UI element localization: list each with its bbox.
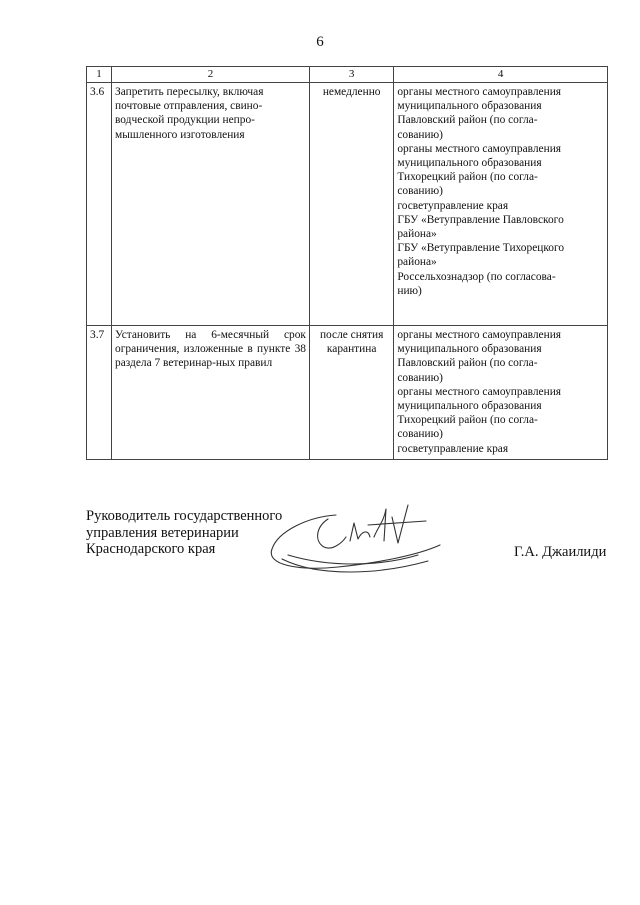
measures-table bbox=[86, 66, 608, 460]
responsible-line: Павловский район (по согла- bbox=[397, 114, 538, 127]
term-line: карантина bbox=[326, 343, 377, 356]
responsible-line: органы местного самоуправления bbox=[397, 86, 562, 98]
term-line: немедленно bbox=[322, 86, 381, 98]
responsible-line: органы местного самоуправления bbox=[397, 142, 562, 155]
term-line: после снятия bbox=[319, 329, 384, 341]
action-line: мышленного изготовления bbox=[115, 128, 245, 141]
signatory-position-line: Руководитель государственного bbox=[86, 508, 283, 524]
responsible-line: ГБУ «Ветуправление Павловского bbox=[397, 213, 564, 226]
responsible-cell bbox=[394, 83, 608, 326]
responsible-line: органы местного самоуправления bbox=[397, 385, 562, 398]
action-line: Запретить пересылку, включая bbox=[115, 86, 264, 98]
row-number: 3.6 bbox=[87, 83, 112, 326]
table-row bbox=[87, 326, 608, 460]
page-number: 6 bbox=[316, 34, 324, 50]
handwritten-signature bbox=[258, 497, 448, 589]
responsible-line: Россельхознадзор (по согласова- bbox=[397, 270, 556, 283]
responsible-line: муниципального образования bbox=[397, 100, 542, 113]
column-header: 3 bbox=[309, 67, 393, 83]
table-row bbox=[87, 83, 608, 326]
responsible-line: госветуправление края bbox=[397, 199, 509, 212]
responsible-line: муниципального образования bbox=[397, 343, 542, 356]
column-header: 1 bbox=[87, 67, 112, 83]
responsible-cell bbox=[394, 326, 608, 460]
responsible-line: муниципального образования bbox=[397, 157, 542, 170]
responsible-line: ГБУ «Ветуправление Тихорецкого bbox=[397, 242, 565, 255]
signatory-position bbox=[86, 508, 282, 558]
responsible-line: Павловский район (по согла- bbox=[397, 357, 538, 370]
table-header-row bbox=[87, 67, 608, 83]
responsible-line: органы местного самоуправления bbox=[397, 329, 562, 341]
action-line: почтовые отправления, свино- bbox=[115, 100, 263, 113]
responsible-line: района» bbox=[397, 256, 437, 269]
column-header: 4 bbox=[394, 67, 608, 83]
responsible-line: сованию) bbox=[397, 185, 443, 198]
signatory-position-line: управления ветеринарии bbox=[86, 524, 239, 541]
responsible-line: сованию) bbox=[397, 371, 443, 384]
row-number: 3.7 bbox=[87, 326, 112, 460]
responsible-line: сованию) bbox=[397, 428, 443, 441]
responsible-line: муниципального образования bbox=[397, 400, 542, 413]
responsible-line: района» bbox=[397, 228, 437, 241]
signatory-position-line: Краснодарского края bbox=[86, 541, 216, 557]
term-cell bbox=[309, 326, 393, 460]
responsible-line: госветуправление края bbox=[397, 442, 509, 455]
column-header: 2 bbox=[112, 67, 310, 83]
responsible-line: Тихорецкий район (по согла- bbox=[397, 414, 538, 427]
signatory-name: Г.А. Джаилиди bbox=[514, 544, 607, 560]
responsible-line: Тихорецкий район (по согла- bbox=[397, 171, 538, 184]
action-cell bbox=[112, 83, 310, 326]
action-line: водческой продукции непро- bbox=[115, 114, 255, 127]
responsible-line: нию) bbox=[397, 284, 422, 297]
term-cell bbox=[309, 83, 393, 326]
responsible-line: сованию) bbox=[397, 128, 443, 141]
action-cell: Установить на 6-месячный срок ограничения, изложенные в пункте 38 раздела 7 ветеринар-ных правил bbox=[112, 326, 310, 460]
